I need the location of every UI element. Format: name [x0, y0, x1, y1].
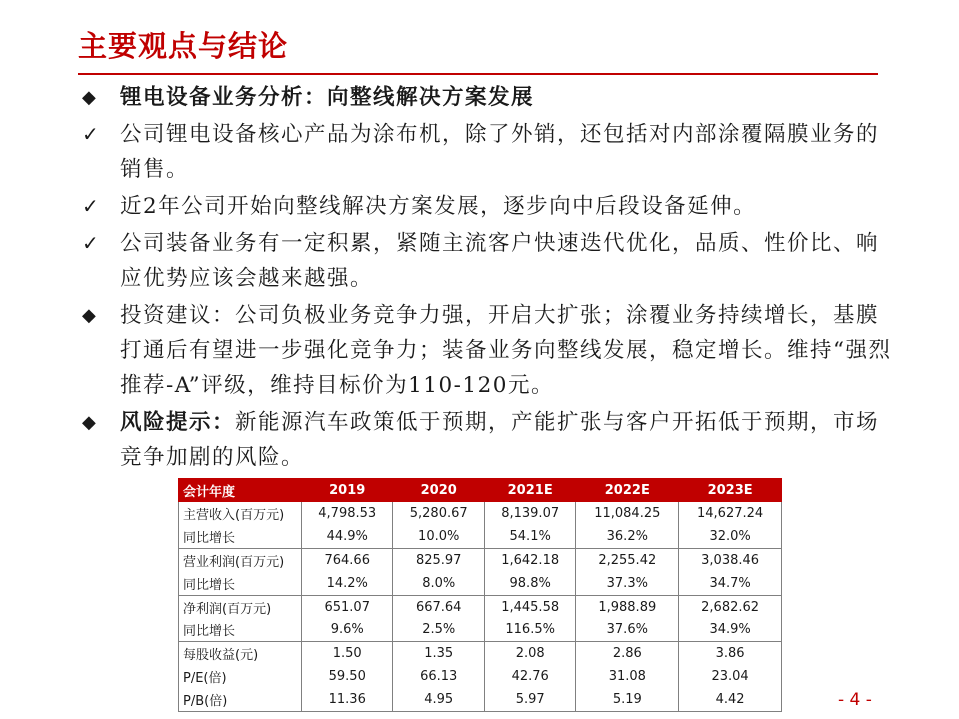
- bullet-heading-business-analysis: [82, 80, 892, 115]
- row-label-cell: 同比增长: [179, 618, 302, 641]
- value-cell: 5,280.67: [393, 502, 484, 525]
- table-row: [179, 665, 782, 688]
- check-bullet-icon: ✓: [82, 122, 101, 146]
- bullet-text: 近2年公司开始向整线解决方案发展，逐步向中后段设备延伸。: [120, 194, 757, 219]
- bullet-core-product: [82, 117, 892, 187]
- bullet-equipment-accumulation: [82, 226, 892, 296]
- value-cell: 5.97: [484, 688, 575, 711]
- header-cell: 2022E: [576, 479, 679, 502]
- header-cell: 2021E: [484, 479, 575, 502]
- table-row: [179, 688, 782, 711]
- table-row: [179, 525, 782, 548]
- bullet-text: 新能源汽车政策低于预期，产能扩张与客户开拓低于预期，市场竞争加剧的风险。: [120, 410, 880, 470]
- value-cell: 8.0%: [393, 572, 484, 595]
- title-divider: [78, 73, 878, 75]
- value-cell: 2.08: [484, 642, 575, 665]
- value-cell: 4,798.53: [302, 502, 393, 525]
- value-cell: 2,682.62: [679, 595, 782, 618]
- table-body: [179, 502, 782, 712]
- value-cell: 14.2%: [302, 572, 393, 595]
- value-cell: 34.7%: [679, 572, 782, 595]
- value-cell: 59.50: [302, 665, 393, 688]
- bullet-text: 投资建议：公司负极业务竞争力强，开启大扩张；涂覆业务持续增长，基膜打通后有望进一步强化竞争力；装备业务向整线发展，稳定增长。维持“强烈推荐-A”评级，维持目标价为110-120元。: [120, 303, 892, 398]
- value-cell: 116.5%: [484, 618, 575, 641]
- header-cell: 会计年度: [179, 479, 302, 502]
- header-cell: 2023E: [679, 479, 782, 502]
- table-row: [179, 502, 782, 525]
- bullet-text: 公司装备业务有一定积累，紧随主流客户快速迭代优化，品质、性价比、响应优势应该会越来越强。: [120, 231, 880, 291]
- value-cell: 825.97: [393, 548, 484, 571]
- value-cell: 1,642.18: [484, 548, 575, 571]
- value-cell: 11,084.25: [576, 502, 679, 525]
- slide-title: 主要观点与结论: [78, 29, 289, 63]
- header-cell: 2020: [393, 479, 484, 502]
- diamond-bullet-icon: ◆: [82, 87, 98, 108]
- page-number: - 4 -: [838, 690, 872, 710]
- value-cell: 2.86: [576, 642, 679, 665]
- value-cell: 66.13: [393, 665, 484, 688]
- value-cell: 3,038.46: [679, 548, 782, 571]
- row-label-cell: P/B(倍): [179, 688, 302, 711]
- value-cell: 2.5%: [393, 618, 484, 641]
- row-label-cell: 主营收入(百万元): [179, 502, 302, 525]
- value-cell: 36.2%: [576, 525, 679, 548]
- diamond-bullet-icon: ◆: [82, 305, 98, 326]
- row-label-cell: P/E(倍): [179, 665, 302, 688]
- value-cell: 8,139.07: [484, 502, 575, 525]
- value-cell: 34.9%: [679, 618, 782, 641]
- check-bullet-icon: ✓: [82, 231, 101, 255]
- table-row: [179, 595, 782, 618]
- value-cell: 54.1%: [484, 525, 575, 548]
- value-cell: 3.86: [679, 642, 782, 665]
- financial-forecast-table: [178, 478, 782, 712]
- value-cell: 9.6%: [302, 618, 393, 641]
- value-cell: 44.9%: [302, 525, 393, 548]
- row-label-cell: 净利润(百万元): [179, 595, 302, 618]
- bullet-list: [82, 80, 892, 477]
- value-cell: 98.8%: [484, 572, 575, 595]
- value-cell: 11.36: [302, 688, 393, 711]
- row-label-cell: 营业利润(百万元): [179, 548, 302, 571]
- value-cell: 1,988.89: [576, 595, 679, 618]
- bullet-investment-advice: [82, 298, 892, 403]
- value-cell: 4.42: [679, 688, 782, 711]
- value-cell: 651.07: [302, 595, 393, 618]
- row-label-cell: 同比增长: [179, 572, 302, 595]
- value-cell: 10.0%: [393, 525, 484, 548]
- table-row: [179, 618, 782, 641]
- diamond-bullet-icon: ◆: [82, 412, 98, 433]
- value-cell: 4.95: [393, 688, 484, 711]
- table-header-row: [179, 479, 782, 502]
- value-cell: 37.6%: [576, 618, 679, 641]
- value-cell: 667.64: [393, 595, 484, 618]
- table-row: [179, 642, 782, 665]
- value-cell: 2,255.42: [576, 548, 679, 571]
- value-cell: 23.04: [679, 665, 782, 688]
- risk-label: 风险提示：: [120, 410, 236, 435]
- value-cell: 1.35: [393, 642, 484, 665]
- bullet-risk-warning: [82, 405, 892, 475]
- table-row: [179, 572, 782, 595]
- value-cell: 37.3%: [576, 572, 679, 595]
- header-cell: 2019: [302, 479, 393, 502]
- value-cell: 32.0%: [679, 525, 782, 548]
- value-cell: 764.66: [302, 548, 393, 571]
- table-row: [179, 548, 782, 571]
- bullet-text: 公司锂电设备核心产品为涂布机，除了外销，还包括对内部涂覆隔膜业务的销售。: [120, 122, 880, 182]
- value-cell: 42.76: [484, 665, 575, 688]
- row-label-cell: 同比增长: [179, 525, 302, 548]
- bullet-text: 锂电设备业务分析：向整线解决方案发展: [120, 85, 535, 110]
- value-cell: 31.08: [576, 665, 679, 688]
- check-bullet-icon: ✓: [82, 194, 101, 218]
- value-cell: 5.19: [576, 688, 679, 711]
- value-cell: 1.50: [302, 642, 393, 665]
- row-label-cell: 每股收益(元): [179, 642, 302, 665]
- bullet-full-line-solution: [82, 189, 892, 224]
- value-cell: 14,627.24: [679, 502, 782, 525]
- value-cell: 1,445.58: [484, 595, 575, 618]
